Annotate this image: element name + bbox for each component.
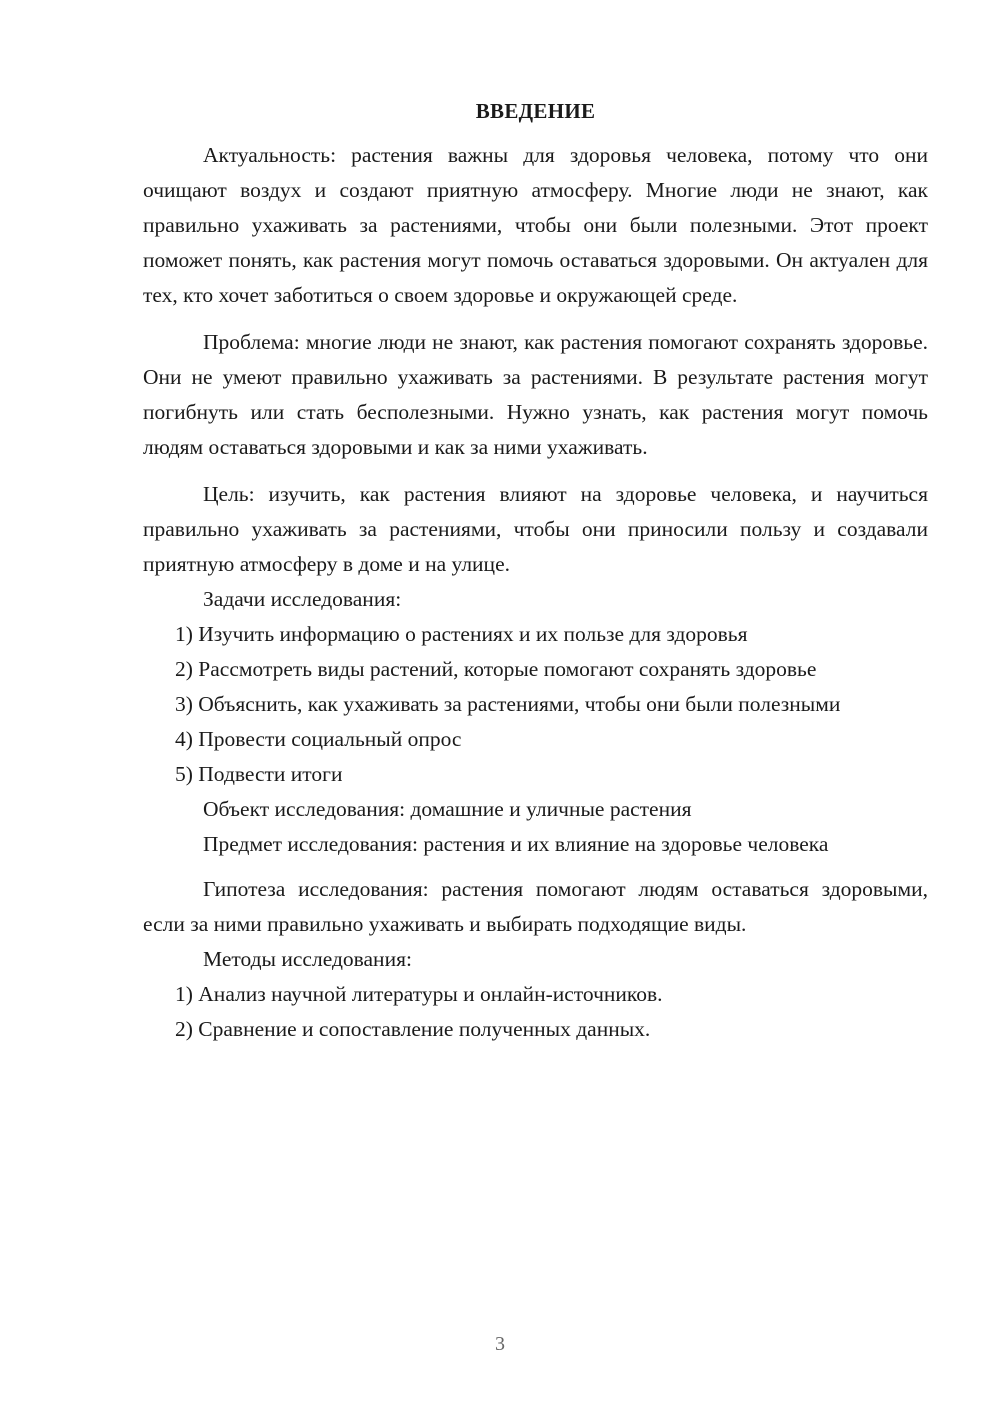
relevance-paragraph: Актуальность: растения важны для здоровья человека, потому что они очищают воздух и создают приятную атмосферу. Многие люди не знают, как правильно ухаживать за растениями, чтобы они были полезными. Этот проект поможет понять, как растения могут помочь оставаться здоровыми. Он актуален для тех, кто хочет заботиться о своем здоровье и окружающей среде.	[143, 143, 928, 307]
section-title: ВВЕДЕНИЕ	[475, 99, 596, 123]
method-item-2: 2) Сравнение и сопоставление полученных данных.	[175, 1017, 651, 1041]
task-item-3: 3) Объяснить, как ухаживать за растениями, чтобы они были полезными	[175, 692, 841, 716]
methods-heading: Методы исследования:	[203, 947, 412, 971]
task-item-1: 1) Изучить информацию о растениях и их пользе для здоровья	[175, 622, 748, 646]
hypothesis-paragraph: Гипотеза исследования: растения помогают людям оставаться здоровыми, если за ними правильно ухаживать и выбирать подходящие виды.	[143, 877, 928, 936]
document-page	[143, 96, 928, 1047]
task-item-2: 2) Рассмотреть виды растений, которые помогают сохранять здоровье	[175, 657, 817, 681]
object-line: Объект исследования: домашние и уличные растения	[203, 797, 692, 821]
method-item-1: 1) Анализ научной литературы и онлайн-источников.	[175, 982, 663, 1006]
page-number: 3	[495, 1333, 505, 1355]
problem-paragraph: Проблема: многие люди не знают, как растения помогают сохранять здоровье. Они не умеют правильно ухаживать за растениями. В результате растения могут погибнуть или стать бесполезными. Нужно узнать, как растения могут помочь людям оставаться здоровыми и как за ними ухаживать.	[143, 330, 928, 459]
task-item-4: 4) Провести социальный опрос	[175, 727, 462, 751]
goal-paragraph: Цель: изучить, как растения влияют на здоровье человека, и научиться правильно ухаживать за растениями, чтобы они приносили пользу и создавали приятную атмосферу в доме и на улице.	[143, 482, 928, 576]
task-item-5: 5) Подвести итоги	[175, 762, 343, 786]
subject-line: Предмет исследования: растения и их влияние на здоровье человека	[203, 832, 829, 856]
tasks-heading: Задачи исследования:	[203, 587, 402, 611]
